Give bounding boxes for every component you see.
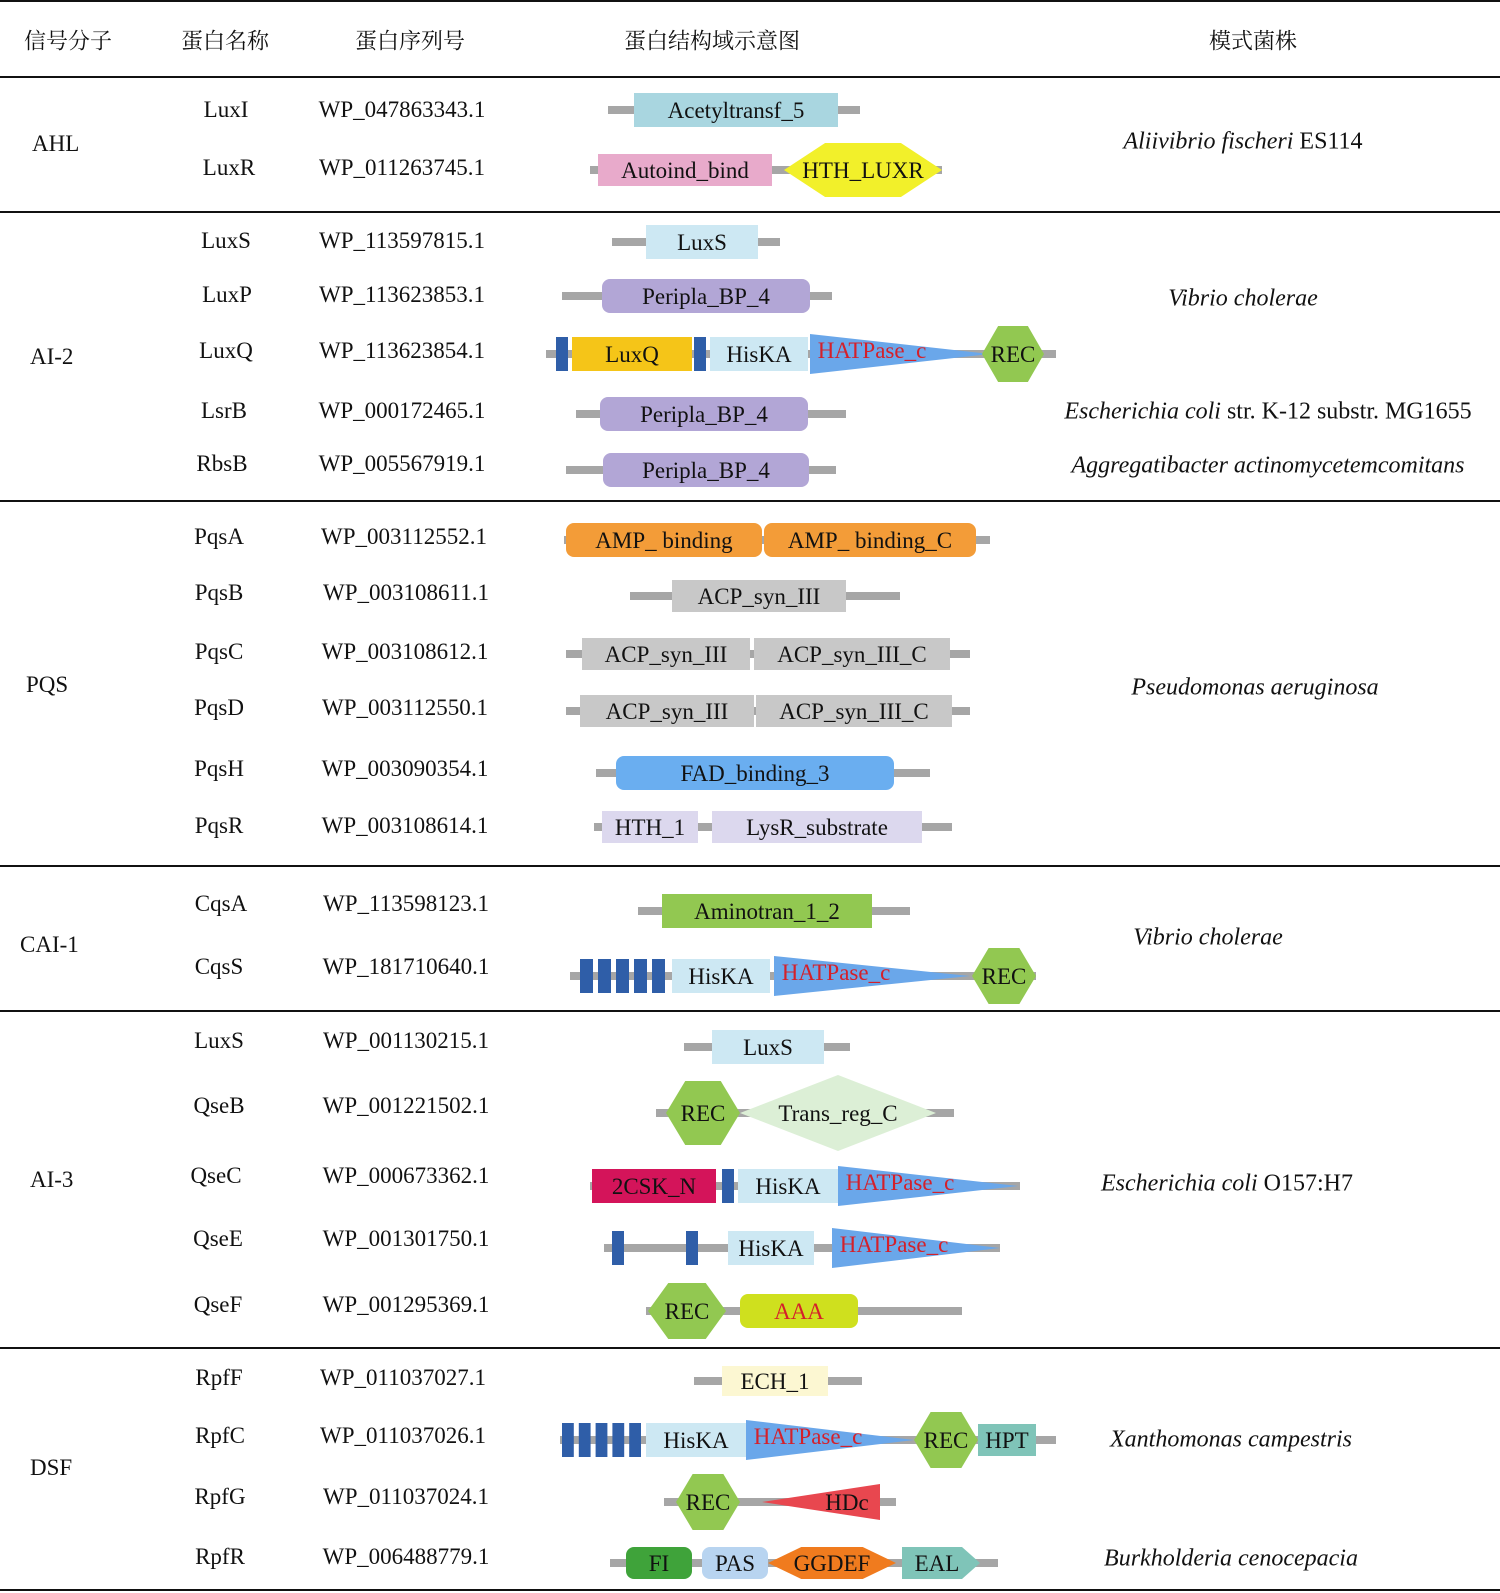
aaa-domain-label: AAA — [774, 1299, 824, 1324]
accession-number: WP_001221502.1 — [322, 1093, 490, 1118]
amp-binding-c-domain-label: AMP_ binding_C — [787, 528, 953, 553]
model-strain: Pseudomonas aeruginosa — [1131, 674, 1379, 701]
header-model-strain: 模式菌株 — [1208, 29, 1298, 55]
hiska-domain-label: HisKA — [726, 342, 792, 367]
hiska-domain-label: HisKA — [755, 1174, 821, 1199]
protein-name: LuxS — [201, 228, 251, 253]
accession-number: WP_011037027.1 — [320, 1365, 486, 1390]
hatpase-c-domain-label: HATPase_c — [781, 960, 891, 985]
rec-domain-label: REC — [685, 1490, 731, 1515]
model-strain: Burkholderia cenocepacia — [1104, 1545, 1358, 1572]
signal-molecule: AI-3 — [30, 1167, 74, 1192]
rec-domain-label: REC — [923, 1428, 969, 1453]
accession-number: WP_181710640.1 — [322, 954, 490, 979]
transmembrane-helix — [579, 1423, 591, 1457]
protein-name: QseB — [193, 1093, 245, 1118]
protein-name: RbsB — [196, 451, 248, 476]
acp-syn-iii-c-domain-label: ACP_syn_III_C — [777, 642, 927, 667]
accession-number: WP_113623854.1 — [319, 338, 485, 363]
accession-number: WP_001295369.1 — [322, 1292, 490, 1317]
transmembrane-helix — [694, 337, 706, 371]
transmembrane-helix — [652, 959, 665, 993]
luxs-domain-label: LuxS — [743, 1035, 793, 1060]
accession-number: WP_006488779.1 — [322, 1544, 490, 1569]
hatpase-c-domain-label: HATPase_c — [845, 1170, 955, 1195]
protein-name: QseC — [190, 1163, 242, 1188]
luxs-domain-label: LuxS — [677, 230, 727, 255]
amp-binding-domain-label: AMP_ binding — [595, 528, 733, 553]
accession-number: WP_003090354.1 — [321, 756, 489, 781]
peripla-bp-4-domain-label: Peripla_BP_4 — [642, 458, 770, 483]
transmembrane-helix — [612, 1231, 624, 1265]
lysr-substrate-domain-label: LysR_substrate — [746, 815, 888, 840]
acp-syn-iii-domain-label: ACP_syn_III — [697, 584, 821, 609]
accession-number: WP_113598123.1 — [323, 891, 489, 916]
protein-name: PqsD — [194, 695, 244, 720]
protein-name: PqsH — [194, 756, 244, 781]
hpt-domain-label: HPT — [985, 1428, 1029, 1453]
aminotran-1-2-domain-label: Aminotran_1_2 — [694, 899, 840, 924]
hatpase-c-domain-label: HATPase_c — [817, 338, 927, 363]
protein-name: PqsR — [194, 813, 244, 838]
fi-domain-label: FI — [648, 1551, 670, 1576]
rec-domain-label: REC — [990, 342, 1036, 367]
2csk-n-domain-label: 2CSK_N — [611, 1174, 697, 1199]
rec-domain-label: REC — [981, 964, 1027, 989]
model-strain: Vibrio cholerae — [1133, 924, 1283, 951]
pas-domain-label: PAS — [714, 1551, 756, 1576]
transmembrane-helix — [580, 959, 593, 993]
transmembrane-helix — [562, 1423, 574, 1457]
transmembrane-helix — [596, 1423, 608, 1457]
accession-number: WP_113623853.1 — [319, 282, 485, 307]
model-strain: Aggregatibacter actinomycetemcomitans — [1071, 452, 1465, 479]
accession-number: WP_011037024.1 — [323, 1484, 489, 1509]
transmembrane-helix — [612, 1423, 624, 1457]
accession-number: WP_003108612.1 — [321, 639, 489, 664]
signal-molecule: AI-2 — [30, 344, 74, 369]
accession-number: WP_113597815.1 — [319, 228, 485, 253]
autoind-bind-domain-label: Autoind_bind — [621, 158, 749, 183]
accession-number: WP_003108611.1 — [323, 580, 489, 605]
accession-number: WP_047863343.1 — [318, 97, 486, 122]
hth-1-domain-label: HTH_1 — [614, 815, 686, 840]
protein-name: RpfF — [195, 1365, 243, 1390]
header-accession: 蛋白序列号 — [354, 29, 466, 55]
protein-name: QseF — [193, 1292, 243, 1317]
protein-name: PqsA — [194, 524, 244, 549]
model-strain: Escherichia coli O157:H7 — [1101, 1170, 1353, 1197]
protein-name: PqsB — [194, 580, 244, 605]
hth-luxr-domain-label: HTH_LUXR — [802, 158, 924, 183]
signal-molecule: CAI-1 — [20, 932, 79, 957]
model-strain: Aliivibrio fischeri ES114 — [1123, 128, 1363, 155]
protein-name: PqsC — [194, 639, 244, 664]
accession-number: WP_003108614.1 — [321, 813, 489, 838]
header-domain-diagram: 蛋白结构域示意图 — [623, 29, 801, 55]
hiska-domain-label: HisKA — [738, 1236, 804, 1261]
protein-name: RpfC — [195, 1423, 245, 1448]
protein-name: LuxP — [202, 282, 252, 307]
model-strain: Escherichia coli str. K-12 substr. MG1655 — [1064, 398, 1472, 425]
protein-name: CqsA — [194, 891, 248, 916]
accession-number: WP_000673362.1 — [322, 1163, 490, 1188]
accession-number: WP_003112550.1 — [322, 695, 488, 720]
signal-molecule: DSF — [30, 1455, 73, 1480]
peripla-bp-4-domain-label: Peripla_BP_4 — [642, 284, 770, 309]
accession-number: WP_000172465.1 — [318, 398, 486, 423]
acp-syn-iii-domain-label: ACP_syn_III — [605, 699, 729, 724]
luxq-domain-label: LuxQ — [605, 342, 659, 367]
protein-name: LuxI — [203, 97, 249, 122]
rec-domain-label: REC — [664, 1299, 710, 1324]
hiska-domain-label: HisKA — [688, 964, 754, 989]
transmembrane-helix — [629, 1423, 641, 1457]
ech-1-domain-label: ECH_1 — [740, 1369, 810, 1394]
model-strain: Xanthomonas campestris — [1110, 1426, 1352, 1453]
hiska-domain-label: HisKA — [663, 1428, 729, 1453]
hatpase-c-domain-label: HATPase_c — [753, 1424, 863, 1449]
protein-name: CqsS — [194, 954, 244, 979]
accession-number: WP_001301750.1 — [322, 1226, 490, 1251]
accession-number: WP_001130215.1 — [323, 1028, 489, 1053]
acetyltransf-5-domain-label: Acetyltransf_5 — [667, 98, 805, 123]
rec-domain-label: REC — [680, 1101, 726, 1126]
protein-name: RpfG — [194, 1484, 246, 1509]
accession-number: WP_003112552.1 — [321, 524, 487, 549]
hatpase-c-domain-label: HATPase_c — [839, 1232, 949, 1257]
accession-number: WP_011037026.1 — [320, 1423, 486, 1448]
accession-number: WP_005567919.1 — [318, 451, 486, 476]
acp-syn-iii-domain-label: ACP_syn_III — [604, 642, 728, 667]
fad-binding-3-domain-label: FAD_binding_3 — [680, 761, 830, 786]
transmembrane-helix — [556, 337, 568, 371]
header-signal: 信号分子 — [23, 29, 113, 55]
header-protein-name: 蛋白名称 — [180, 29, 270, 55]
acp-syn-iii-c-domain-label: ACP_syn_III_C — [779, 699, 929, 724]
protein-name: LuxR — [202, 155, 256, 180]
signal-molecule: PQS — [26, 672, 69, 697]
protein-name: QseE — [193, 1226, 243, 1251]
transmembrane-helix — [634, 959, 647, 993]
protein-name: LsrB — [201, 398, 247, 423]
model-strain: Vibrio cholerae — [1168, 285, 1318, 312]
peripla-bp-4-domain-label: Peripla_BP_4 — [640, 402, 768, 427]
transmembrane-helix — [686, 1231, 698, 1265]
transmembrane-helix — [598, 959, 611, 993]
signal-molecule: AHL — [32, 131, 80, 156]
transmembrane-helix — [722, 1169, 734, 1203]
ggdef-domain-label: GGDEF — [793, 1551, 871, 1576]
protein-name: RpfR — [195, 1544, 245, 1569]
hdc-domain-label: HDc — [825, 1490, 869, 1515]
transmembrane-helix — [616, 959, 629, 993]
protein-name: LuxQ — [199, 338, 253, 363]
trans-reg-c-domain-label: Trans_reg_C — [778, 1101, 898, 1126]
accession-number: WP_011263745.1 — [319, 155, 485, 180]
eal-domain-label: EAL — [914, 1551, 960, 1576]
protein-name: LuxS — [194, 1028, 244, 1053]
